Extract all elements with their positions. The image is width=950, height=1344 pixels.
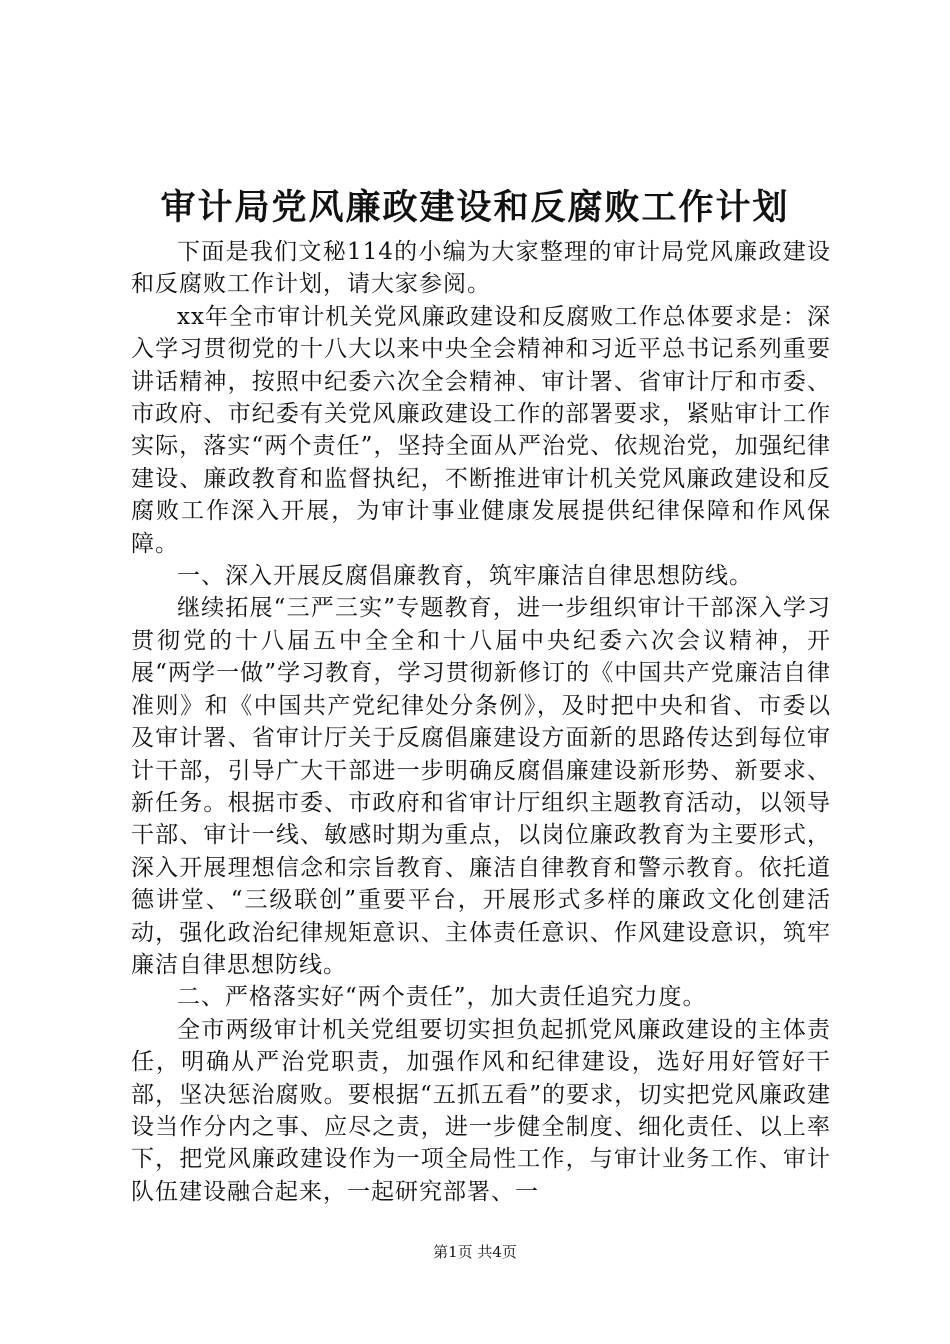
paragraph-section-1: 继续拓展“三严三实”专题教育，进一步组织审计干部深入学习贯彻党的十八届五中全全和十八届中央纪委六次会议精神，开展“两学一做”学习教育，学习贯彻新修订的《中国共产党廉洁自律准则》和《中国共产党纪律处分条例》，及时把中央和省、市委以及审计署、省审计厅关于反腐倡廉建设方面新的思路传达到每位审计干部，引导广大干部进一步明确反腐倡廉建设新形势、新要求、新任务。根据市委、市政府和省审计厅组织主题教育活动，以领导干部、审计一线、敏感时期为重点，以岗位廉政教育为主要形式，深入开展理想信念和宗旨教育、廉洁自律教育和警示教育。依托道德讲堂、“三级联创”重要平台，开展形式多样的廉政文化创建活动，强化政治纪律规矩意识、主体责任意识、作风建设意识，筑牢廉洁自律思想防线。 (131, 595, 831, 978)
page-footer: 第1页 共4页 (433, 1243, 517, 1261)
document-body (131, 236, 831, 1208)
document-title: 审计局党风廉政建设和反腐败工作计划 (160, 187, 790, 228)
paragraph-overall-requirements: xx年全市审计机关党风廉政建设和反腐败工作总体要求是：深入学习贯彻党的十八大以来中央全会精神和习近平总书记系列重要讲话精神，按照中纪委六次全会精神、审计署、省审计厅和市委、市政府、市纪委有关党风廉政建设工作的部署要求，紧贴审计工作实际，落实“两个责任”，坚持全面从严治党、依规治党，加强纪律建设、廉政教育和监督执纪，不断推进审计机关党风廉政建设和反腐败工作深入开展，为审计事业健康发展提供纪律保障和作风保障。 (131, 303, 831, 557)
section-heading-1: 一、深入开展反腐倡廉教育，筑牢廉洁自律思想防线。 (177, 563, 753, 590)
paragraph-intro: 下面是我们文秘114的小编为大家整理的审计局党风廉政建设和反腐败工作计划，请大家参阅。 (131, 239, 831, 298)
paragraph-section-2: 全市两级审计机关党组要切实担负起抓党风廉政建设的主体责任，明确从严治党职责，加强作风和纪律建设，选好用好管好干部，坚决惩治腐败。要根据“五抓五看”的要求，切实把党风廉政建设当作分内之事、应尽之责，进一步健全制度、细化责任、以上率下，把党风廉政建设作为一项全局性工作，与审计业务工作、审计队伍建设融合起来，一起研究部署、一 (131, 1016, 831, 1205)
section-heading-2: 二、严格落实好“两个责任”，加大责任追究力度。 (177, 984, 707, 1011)
